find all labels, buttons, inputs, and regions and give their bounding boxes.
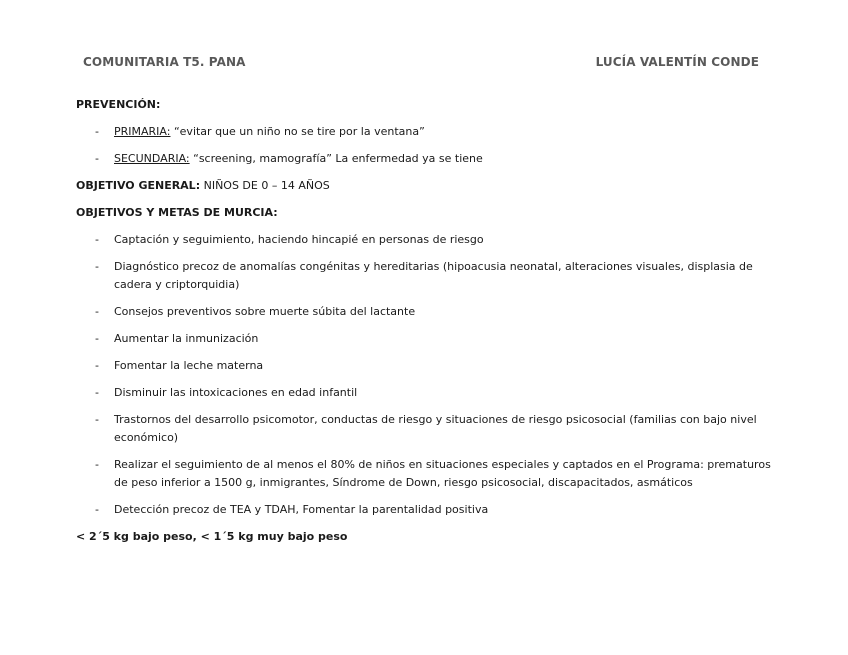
list-item: [76, 231, 776, 249]
meta-text: Diagnóstico precoz de anomalías congénitas y hereditarias (hipoacusia neonatal, alteraciones visuales, displasia de cadera y criptorquidia): [114, 260, 753, 291]
secundaria-text: “screening, mamografía” La enfermedad ya se tiene: [189, 152, 483, 165]
primaria-label: PRIMARIA:: [114, 125, 171, 138]
header-author-name: LUCÍA VALENTÍN CONDE: [595, 55, 759, 69]
dash-bullet: -: [95, 359, 99, 372]
dash-bullet: -: [95, 305, 99, 318]
dash-bullet: -: [95, 386, 99, 399]
prevencion-list: [76, 123, 776, 168]
dash-bullet: -: [95, 332, 99, 345]
dash-bullet: -: [95, 233, 99, 246]
dash-bullet: -: [95, 152, 99, 165]
meta-text: Disminuir las intoxicaciones en edad infantil: [114, 386, 358, 399]
objetivo-general-text: NIÑOS DE 0 – 14 AÑOS: [200, 179, 330, 192]
meta-text: Captación y seguimiento, haciendo hincapié en personas de riesgo: [114, 233, 484, 246]
list-item: [76, 330, 776, 348]
meta-text: Trastornos del desarrollo psicomotor, conductas de riesgo y situaciones de riesgo psicosocial (familias con bajo nivel económico): [114, 413, 757, 444]
dash-bullet: -: [95, 260, 99, 273]
list-item: [76, 258, 776, 294]
page-header: [83, 55, 759, 71]
list-item: [76, 357, 776, 375]
header-course-title: COMUNITARIA T5. PANA: [83, 55, 246, 69]
dash-bullet: -: [95, 458, 99, 471]
objetivo-general: [76, 177, 776, 195]
list-item: [76, 501, 776, 519]
list-item: [76, 123, 776, 141]
meta-text: Fomentar la leche materna: [114, 359, 264, 372]
birth-weight-note: < 2´5 kg bajo peso, < 1´5 kg muy bajo peso: [76, 530, 348, 543]
objetivo-general-label: OBJETIVO GENERAL:: [76, 179, 201, 192]
document-body: [76, 96, 776, 546]
objetivos-metas-list: [76, 231, 776, 519]
prevencion-heading: PREVENCIÓN:: [76, 98, 161, 111]
meta-text: Consejos preventivos sobre muerte súbita del lactante: [114, 305, 416, 318]
list-item: [76, 456, 776, 492]
objetivos-metas-heading: OBJETIVOS Y METAS DE MURCIA:: [76, 206, 278, 219]
meta-text: Realizar el seguimiento de al menos el 80% de niños en situaciones especiales y captados en el Programa: prematuros de peso inferior a 1500 g, inmigrantes, Síndrome de Down, riesgo psicosocial, discapacitados, asmáticos: [114, 458, 771, 489]
dash-bullet: -: [95, 413, 99, 426]
list-item: [76, 303, 776, 321]
meta-text: Detección precoz de TEA y TDAH, Fomentar la parentalidad positiva: [114, 503, 489, 516]
primaria-text: “evitar que un niño no se tire por la ventana”: [170, 125, 425, 138]
secundaria-label: SECUNDARIA:: [114, 152, 190, 165]
list-item: [76, 150, 776, 168]
meta-text: Aumentar la inmunización: [114, 332, 259, 345]
dash-bullet: -: [95, 503, 99, 516]
dash-bullet: -: [95, 125, 99, 138]
list-item: [76, 411, 776, 447]
list-item: [76, 384, 776, 402]
